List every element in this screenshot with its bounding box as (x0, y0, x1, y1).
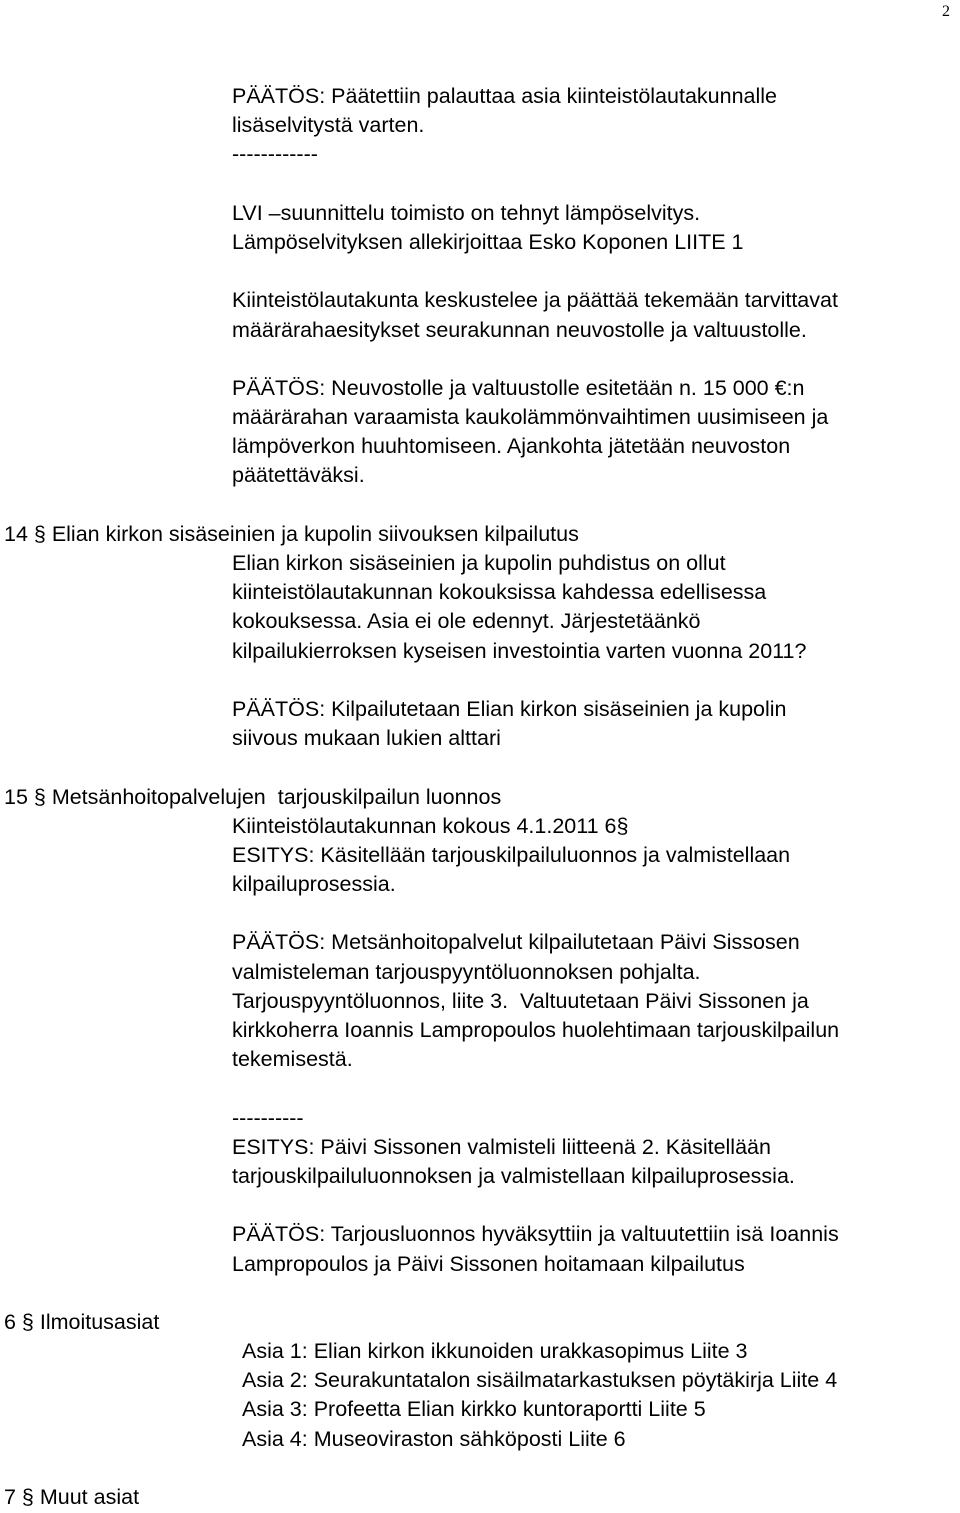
announcement-item: Asia 2: Seurakuntatalon sisäilmatarkastuksen pöytäkirja Liite 4 (242, 1368, 838, 1393)
body-line: kokouksessa. Asia ei ole edennyt. Järjestetäänkö (232, 609, 701, 634)
decision-line: PÄÄTÖS: Kilpailutetaan Elian kirkon sisäseinien ja kupolin (232, 696, 787, 721)
proposal-line: ESITYS: Käsitellään tarjouskilpailuluonnos ja valmistellaan (232, 842, 791, 867)
page-number: 2 (942, 3, 950, 20)
document-body (0, 82, 960, 1512)
decision-line: lämpöverkon huuhtomiseen. Ajankohta jätetään neuvoston (232, 434, 791, 459)
body-line: Elian kirkon sisäseinien ja kupolin puhdistus on ollut (232, 551, 726, 575)
decision-line: PÄÄTÖS: Neuvostolle ja valtuustolle esitetään n. 15 000 €:n (232, 375, 805, 400)
proposal-line: tarjouskilpailuluonnoksen ja valmistellaan kilpailuprosessia. (232, 1163, 795, 1188)
separator-line: ------------ (232, 142, 318, 167)
decision-line: siivous mukaan lukien alttari (232, 726, 501, 751)
decision-line: Tarjouspyyntöluonnos, liite 3. Valtuutetaan Päivi Sissonen ja (232, 988, 809, 1013)
section-heading-14: 14 § Elian kirkon sisäseinien ja kupolin siivouksen kilpailutus (4, 521, 579, 546)
blank-line (0, 345, 960, 374)
announcement-item: Asia 1: Elian kirkon ikkunoiden urakkasopimus Liite 3 (242, 1339, 748, 1364)
blank-line (0, 1191, 960, 1220)
meeting-reference: Kiinteistölautakunnan kokous 4.1.2011 6§ (232, 813, 629, 838)
discussion-line: määrärahaesitykset seurakunnan neuvostolle ja valtuustolle. (232, 317, 807, 342)
announcement-item: Asia 3: Profeetta Elian kirkko kuntoraportti Liite 5 (242, 1397, 706, 1422)
decision-line: valmisteleman tarjouspyyntöluonnoksen pohjalta. (232, 959, 701, 984)
section-heading-15: 15 § Metsänhoitopalvelujen tarjouskilpailun luonnos (4, 784, 502, 809)
discussion-line: Kiinteistölautakunta keskustelee ja päättää tekemään tarvittavat (232, 288, 838, 313)
section-heading-7: 7 § Muut asiat (4, 1485, 140, 1509)
blank-line (0, 1074, 960, 1103)
blank-line (0, 1454, 960, 1483)
decision-line: tekemisestä. (232, 1047, 353, 1072)
section-heading-6: 6 § Ilmoitusasiat (4, 1309, 160, 1334)
blank-line (0, 1279, 960, 1308)
separator-line: ---------- (232, 1105, 304, 1130)
decision-line: määrärahan varaamista kaukolämmönvaihtimen uusimiseen ja (232, 405, 829, 430)
blank-line (0, 491, 960, 520)
decision-line: PÄÄTÖS: Metsänhoitopalvelut kilpailutetaan Päivi Sissosen (232, 930, 800, 955)
decision-line: lisäselvitystä varten. (232, 113, 425, 138)
blank-line (0, 257, 960, 286)
body-line: kilpailukierroksen kyseisen investointia varten vuonna 2011? (232, 638, 807, 663)
decision-line: kirkkoherra Ioannis Lampropoulos huolehtimaan tarjouskilpailun (232, 1018, 840, 1042)
blank-line (0, 899, 960, 928)
blank-line (0, 666, 960, 695)
decision-line: PÄÄTÖS: Tarjousluonnos hyväksyttiin ja valtuutettiin isä Ioannis (232, 1222, 839, 1247)
announcement-item: Asia 4: Museoviraston sähköposti Liite 6 (242, 1426, 626, 1451)
decision-line: päätettäväksi. (232, 463, 365, 488)
note-line: LVI –suunnittelu toimisto on tehnyt lämpöselvitys. (232, 200, 701, 225)
body-line: kiinteistölautakunnan kokouksissa kahdessa edellisessa (232, 580, 767, 605)
decision-line: PÄÄTÖS: Päätettiin palauttaa asia kiinteistölautakunnalle (232, 84, 777, 108)
proposal-line: ESITYS: Päivi Sissonen valmisteli liitteenä 2. Käsitellään (232, 1134, 771, 1159)
proposal-line: kilpailuprosessia. (232, 872, 396, 897)
note-line: Lämpöselvityksen allekirjoittaa Esko Koponen LIITE 1 (232, 229, 744, 254)
decision-line: Lampropoulos ja Päivi Sissonen hoitamaan kilpailutus (232, 1251, 745, 1276)
blank-line (0, 753, 960, 782)
blank-line (0, 170, 960, 199)
